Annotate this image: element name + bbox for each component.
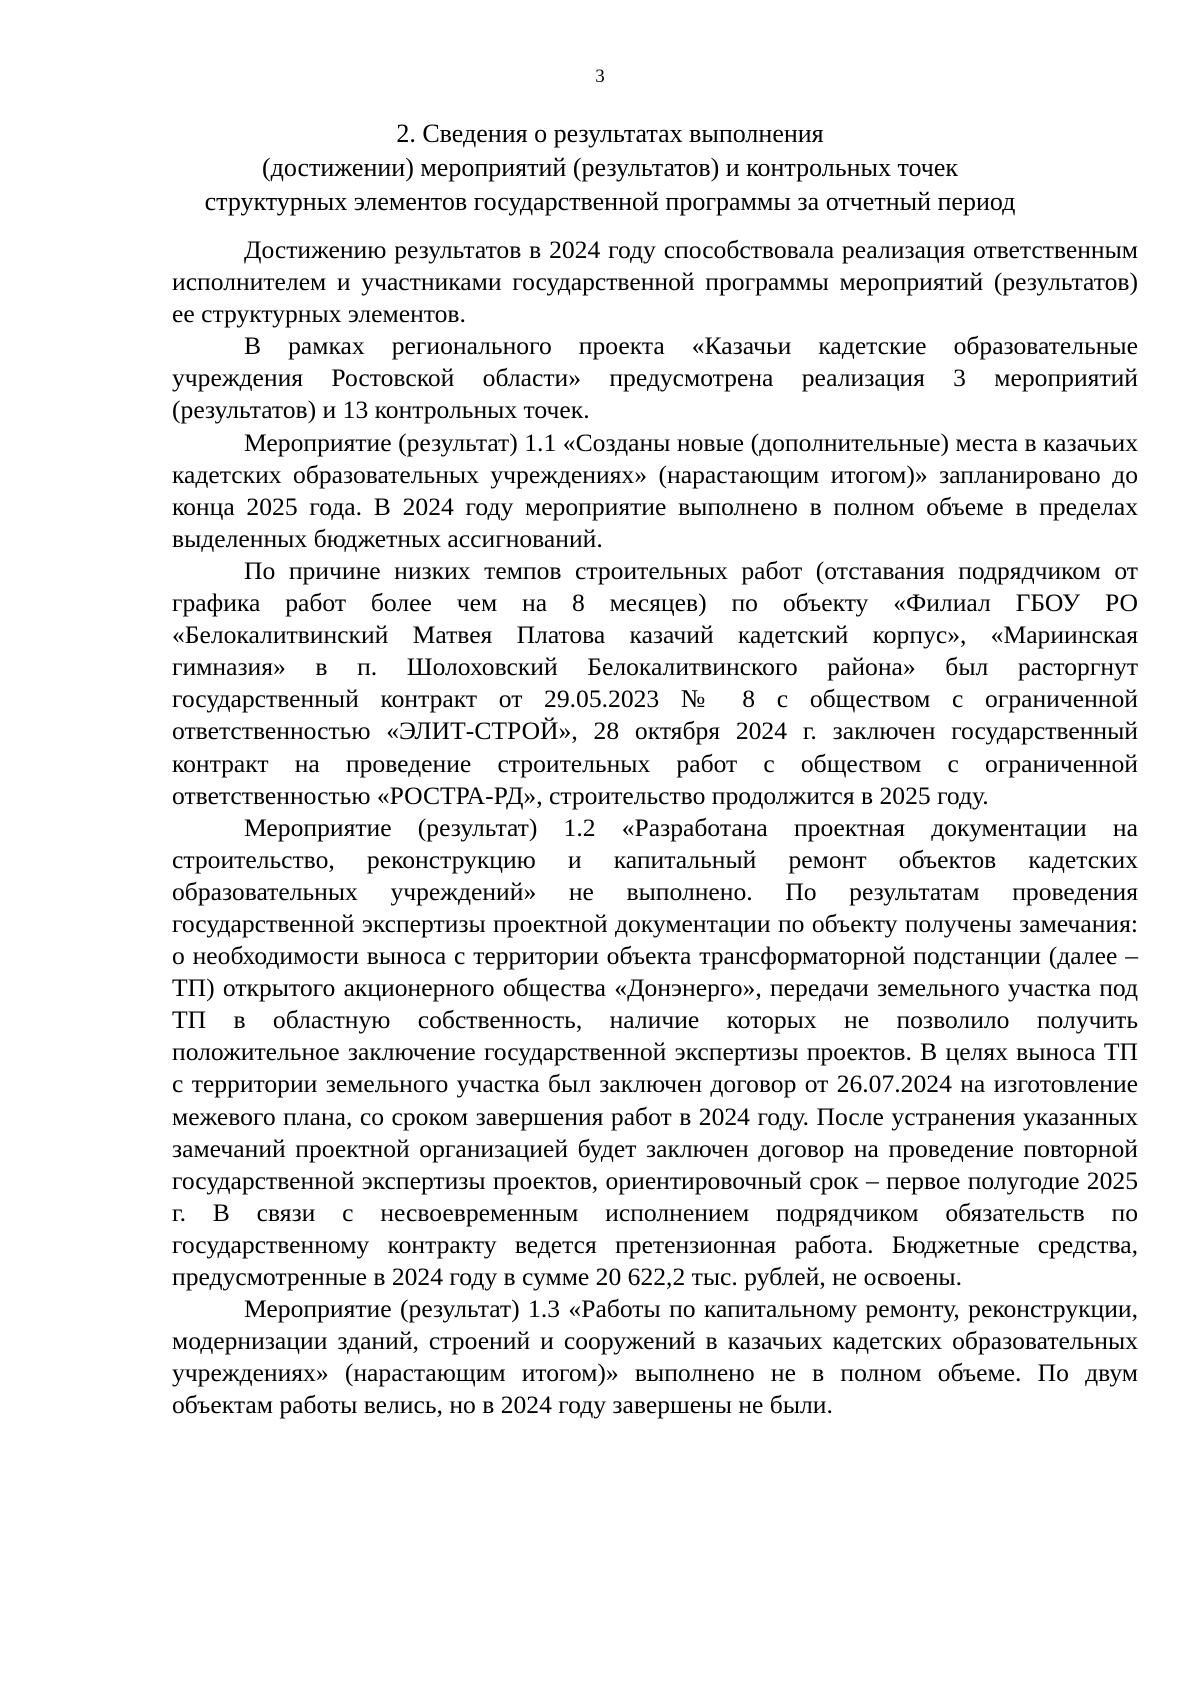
section-heading [160,117,1060,219]
paragraph-result-1-3: Мероприятие (результат) 1.3 «Работы по капитальному ремонту, реконструкции, модернизации зданий, строений и сооружений в казачьих кадетских образовательных учреждениях» (нарастающим итогом)» выполнено не в полном объеме. По двум объектам работы велись, но в 2024 году завершены не были. [172,1294,1138,1420]
paragraph-construction-contract: По причине низких темпов строительных работ (отставания подрядчиком от графика работ более чем на 8 месяцев) по объекту «Филиал ГБОУ РО «Белокалитвинский Матвея Платова казачий кадетский корпус», «Мариинская гимназия» в п. Шолоховский Белокалитвинского района» был расторгнут государственный контракт от 29.05.2023 № 8 с обществом с ограниченной ответственностью «ЭЛИТ-СТРОЙ», 28 октября 2024 г. заключен государственный контракт на проведение строительных работ с обществом с ограниченной ответственностью «РОСТРА-РД», строительство продолжится в 2025 году. [172,555,1138,810]
document-body [172,234,1138,1421]
page-number: 3 [595,66,605,87]
paragraph-result-1-1: Мероприятие (результат) 1.1 «Созданы новые (дополнительные) места в казачьих кадетских образовательных учреждениях» (нарастающим итогом)» запланировано до конца 2025 года. В 2024 году мероприятие выполнено в полном объеме в пределах выделенных бюджетных ассигнований. [172,427,1138,553]
section-heading-line-2: (достижении) мероприятий (результатов) и контрольных точек [261,153,959,182]
paragraph-regional-project: В рамках регионального проекта «Казачьи кадетские образовательные учреждения Ростовской области» предусмотрена реализация 3 мероприятий (результатов) и 13 контрольных точек. [172,331,1138,425]
section-heading-line-1: 2. Сведения о результатах выполнения [396,119,824,148]
paragraph-achievement-intro: Достижению результатов в 2024 году способствовала реализация ответственным исполнителем и участниками государственной программы мероприятий (результатов) ее структурных элементов. [172,235,1138,329]
section-heading-line-3: структурных элементов государственной программы за отчетный период [204,187,1016,216]
paragraph-result-1-2: Мероприятие (результат) 1.2 «Разработана проектная документации на строительство, реконструкцию и капитальный ремонт объектов кадетских образовательных учреждений» не выполнено. По результатам проведения государственной экспертизы проектной документации по объекту получены замечания: о необходимости выноса с территории объекта трансформаторной подстанции (далее – ТП) открытого акционерного общества «Донэнерго», передачи земельного участка под ТП в областную собственность, наличие которых не позволило получить положительное заключение государственной экспертизы проектов. В целях выноса ТП с территории земельного участка был заключен договор от 26.07.2024 на изготовление межевого плана, со сроком завершения работ в 2024 году. После устранения указанных замечаний проектной организацией будет заключен договор на проведение повторной государственной экспертизы проектов, ориентировочный срок – первое полугодие 2025 г. В связи с несвоевременным исполнением подрядчиком обязательств по государственному контракту ведется претензионная работа. Бюджетные средства, предусмотренные в 2024 году в сумме 20 622,2 тыс. рублей, не освоены. [172,812,1138,1291]
